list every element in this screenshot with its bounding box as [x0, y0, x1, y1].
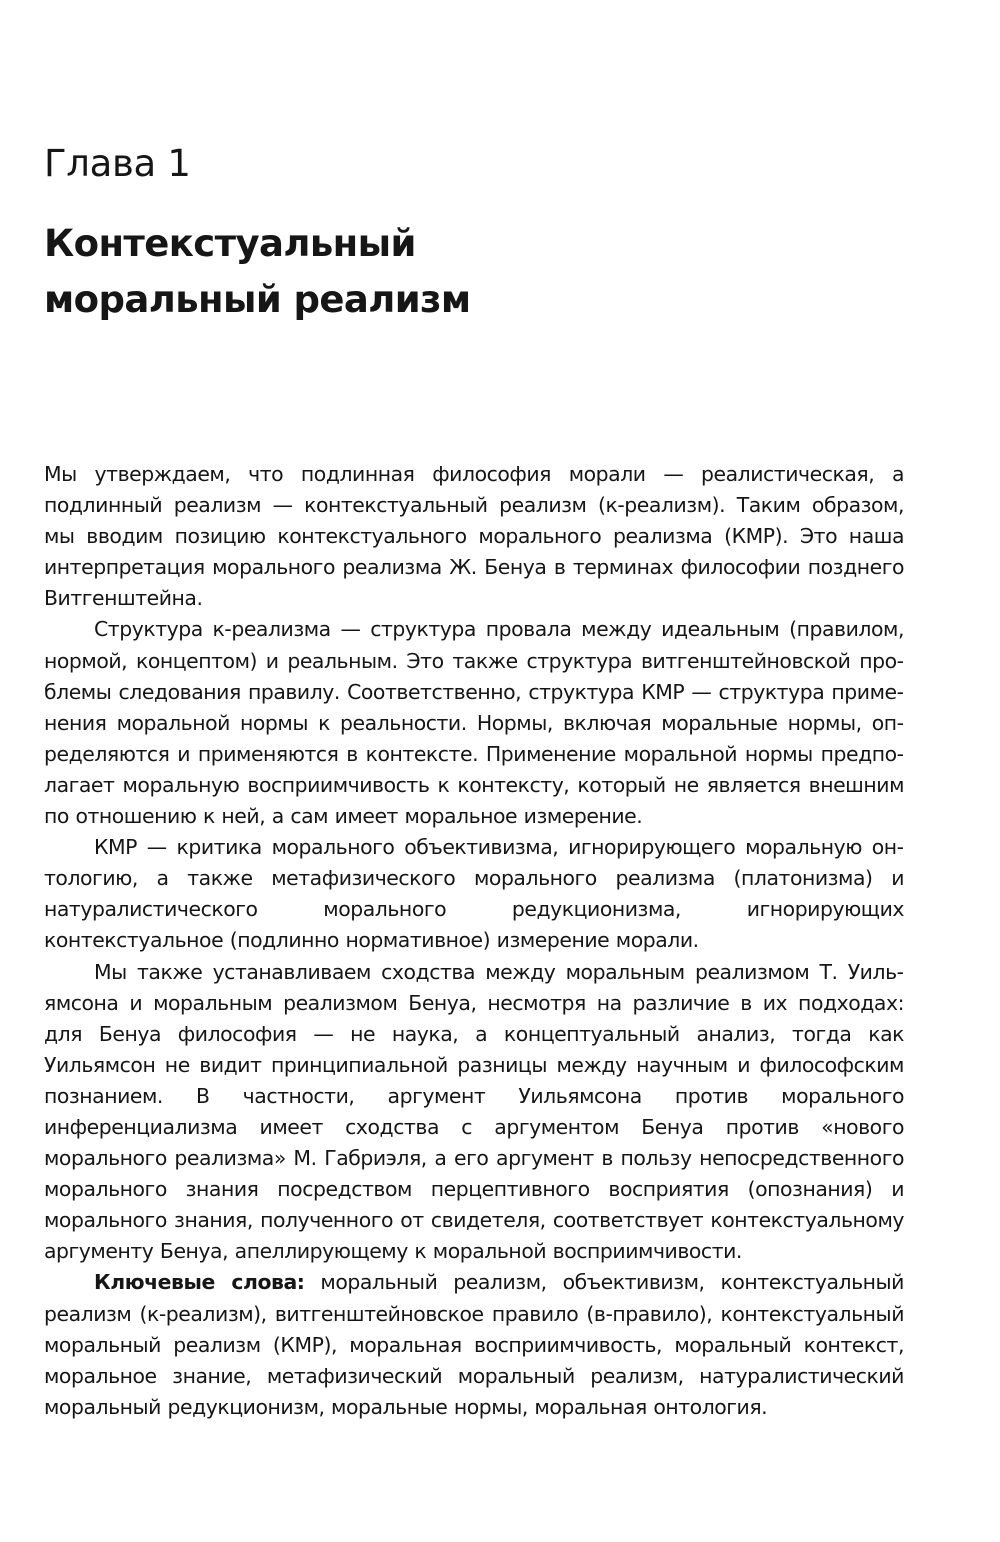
keywords-label: Ключевые слова:	[94, 1270, 305, 1295]
keywords-paragraph	[44, 1267, 904, 1422]
abstract-paragraph-1: Мы утверждаем, что подлинная философия морали — реалистическая, а подлинный реализм — контекстуальный реализм (к-реализм). Таким образом, мы вводим позицию контекстуального морального реализма (КМР). Это наша интерпретация морального реализма Ж. Бенуа в терминах философии позднего Витгенштейна.	[44, 462, 904, 611]
abstract-paragraph-3: КМР — критика морального объективизма, игнорирующего моральную онтологию, а также метафизического морального реализма (платонизма) и натуралистического морального редукционизма, игнорирующих контекстуальное (подлинно нормативное) измерение морали.	[44, 835, 904, 953]
chapter-title-line-1: Контекстуальный	[44, 222, 416, 265]
chapter-title-line-2: моральный реализм	[44, 278, 471, 321]
chapter-title	[44, 216, 471, 328]
chapter-label: Глава 1	[44, 142, 191, 185]
abstract	[44, 459, 904, 1423]
keywords-text: моральный реализм, объективизм, контекстуальный реализм (к-реализм), витгенштейновское правило (в-правило), контекстуальный моральный реализм (КМР), моральная восприимчивость, моральный контекст, моральное знание, метафизический моральный реализм, натуралистический моральный редукционизм, моральные нормы, моральная онтология.	[44, 1270, 904, 1419]
abstract-paragraph-4: Мы также устанавливаем сходства между моральным реализмом Т. Уильямсона и моральным реализмом Бенуа, несмотря на различие в их подходах: для Бенуа философия — не наука, а концептуальный анализ, тогда как Уильямсон не видит принципиальной разницы между научным и философским познанием. В частности, аргумент Уильямсона против морального инференциализма имеет сходства с аргументом Бенуа против «нового морального реализма» М. Габриэля, а его аргумент в пользу непосредственного морального знания посредством перцептивного восприятия (опознания) и морального знания, полученного от свидетеля, соответствует контекстуальному аргументу Бенуа, апеллирующему к моральной восприимчивости.	[44, 959, 904, 1264]
abstract-paragraph-2: Структура к-реализма — структура провала между идеальным (правилом, нормой, концептом) и реальным. Это также структура витгенштейновской проблемы следования правилу. Соответственно, структура КМР — структура применения моральной нормы к реальности. Нормы, включая моральные нормы, определяются и применяются в контексте. Применение моральной нормы предполагает моральную восприимчивость к контексту, который не является внешним по отношению к ней, а сам имеет моральное измерение.	[44, 617, 904, 829]
